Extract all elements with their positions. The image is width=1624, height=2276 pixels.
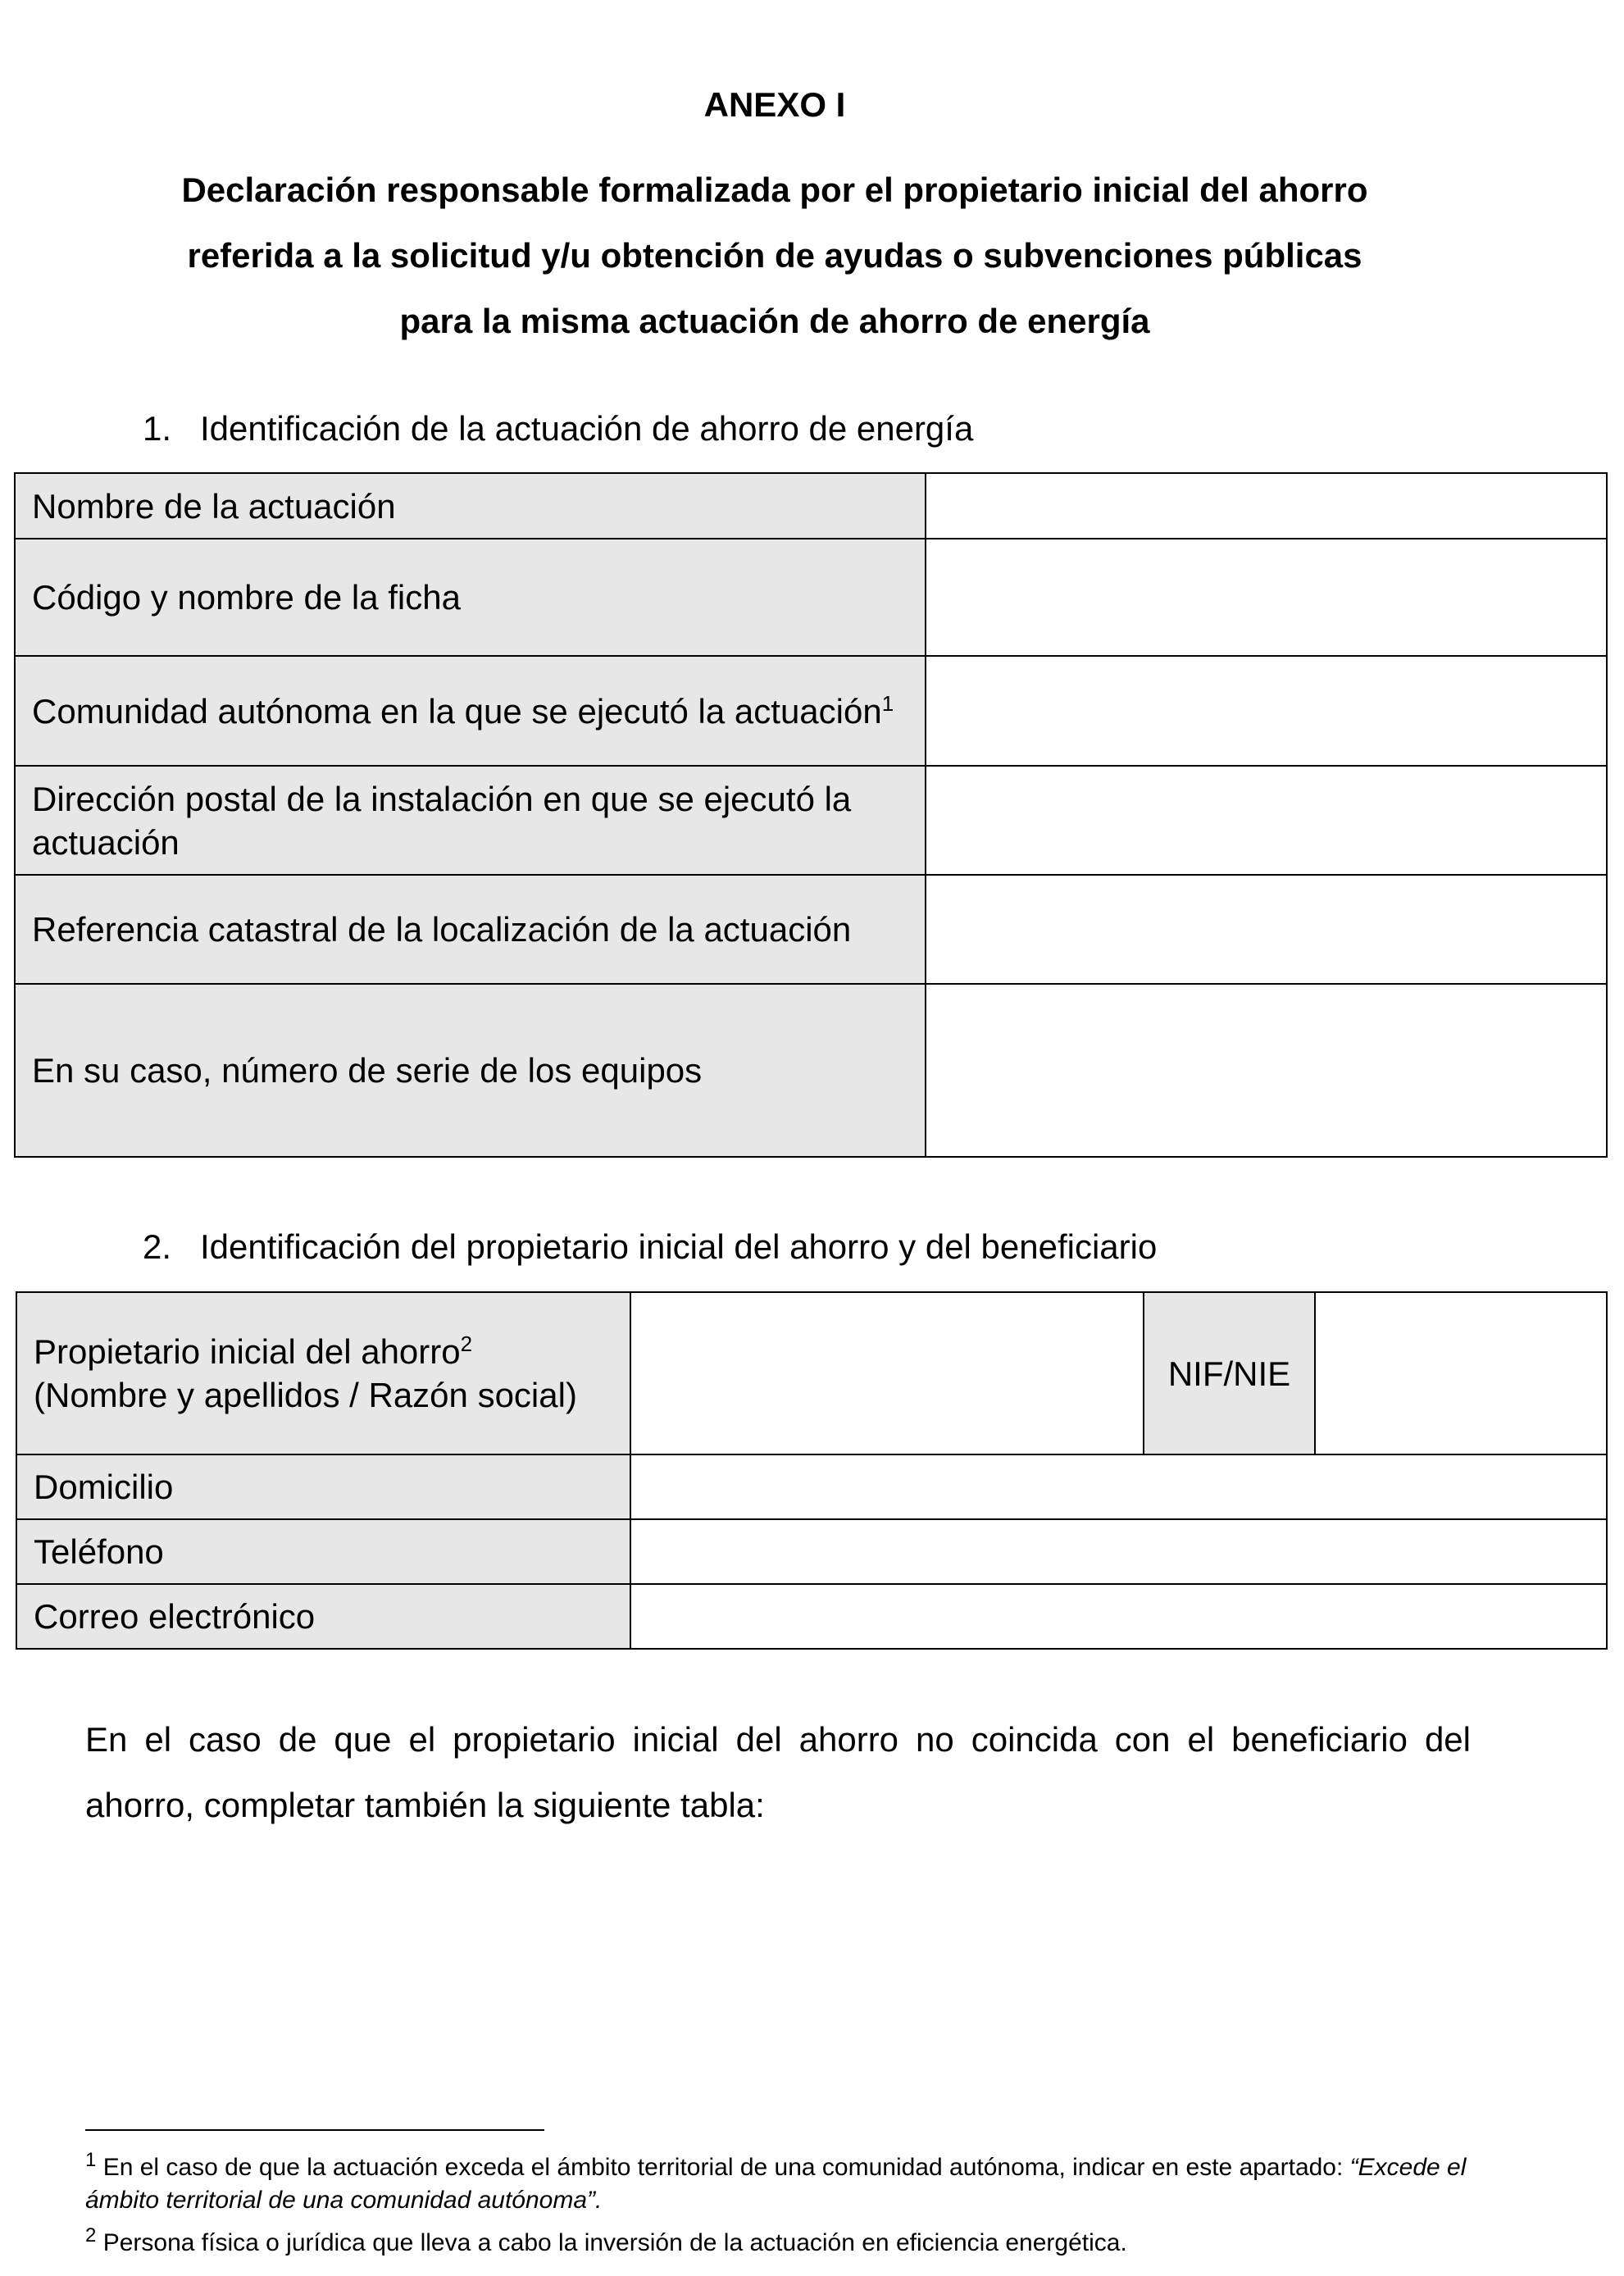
owner-name-field[interactable]: [630, 1292, 1144, 1454]
table-row: [16, 1519, 1607, 1584]
owner-identification-table: [16, 1291, 1608, 1650]
table-row: [16, 1454, 1607, 1519]
row-value-field[interactable]: [630, 1584, 1607, 1649]
row-label: Comunidad autónoma en la que se ejecutó la actuación$^1$: [15, 656, 926, 766]
document-title: [82, 157, 1467, 354]
row-label: Domicilio: [16, 1454, 630, 1519]
nif-field[interactable]: [1315, 1292, 1607, 1454]
row-value-field[interactable]: [926, 766, 1607, 875]
table-row: [16, 1584, 1607, 1649]
footnote-1: [85, 2151, 1479, 2217]
section-2-heading: [143, 1222, 1157, 1272]
table-row: [15, 984, 1607, 1157]
row-value-field[interactable]: [630, 1519, 1607, 1584]
row-value-field[interactable]: [926, 473, 1607, 539]
footnote-ref: 2: [460, 1331, 473, 1356]
footnote-divider: [85, 2129, 544, 2131]
footnote-ref: 1: [881, 690, 894, 716]
owner-label: Propietario inicial del ahorro$^2$ (Nombre y apellidos / Razón social): [16, 1292, 630, 1454]
footnote-mark: 1: [85, 2149, 97, 2171]
table-row: [15, 875, 1607, 984]
section-title: Identificación de la actuación de ahorro de energía: [200, 409, 974, 448]
row-label: Correo electrónico: [16, 1584, 630, 1649]
row-label: Nombre de la actuación: [15, 473, 926, 539]
annex-title: ANEXO I: [703, 85, 846, 124]
table-row: [15, 539, 1607, 656]
section-number: 2.: [143, 1227, 172, 1266]
row-value-field[interactable]: [926, 875, 1607, 984]
row-value-field[interactable]: [926, 539, 1607, 656]
row-label: Teléfono: [16, 1519, 630, 1584]
section-title: Identificación del propietario inicial del ahorro y del beneficiario: [200, 1227, 1158, 1266]
row-label: Código y nombre de la ficha: [15, 539, 926, 656]
row-label: En su caso, número de serie de los equipos: [15, 984, 926, 1157]
nif-label: NIF/NIE: [1144, 1292, 1315, 1454]
table-row: [15, 656, 1607, 766]
section-number: 1.: [143, 409, 172, 448]
title-line: Declaración responsable formalizada por el propietario inicial del ahorro: [181, 171, 1368, 209]
instruction-paragraph: En el caso de que el propietario inicial del ahorro no coincida con el beneficiario del ahorro, completar también la siguiente tabla:: [85, 1720, 1471, 1824]
footnote-text: En el caso de que la actuación exceda el ámbito territorial de una comunidad autónoma, indicar en este apartado:: [102, 2154, 1350, 2181]
row-value-field[interactable]: [926, 984, 1607, 1157]
title-line: para la misma actuación de ahorro de energía: [399, 302, 1150, 340]
row-value-field[interactable]: [630, 1454, 1607, 1519]
row-value-field[interactable]: [926, 656, 1607, 766]
row-label: Referencia catastral de la localización de la actuación: [15, 875, 926, 984]
title-line: referida a la solicitud y/u obtención de ayudas o subvenciones públicas: [187, 236, 1362, 275]
footnote-italic-text: “Excede el ámbito territorial de una comunidad autónoma”.: [85, 2154, 1467, 2214]
footnote-2: [85, 2224, 1479, 2260]
footnote-mark: 2: [85, 2224, 97, 2246]
table-row: [15, 766, 1607, 875]
table-row: [16, 1292, 1607, 1454]
section-1-heading: [143, 404, 973, 453]
row-label: Dirección postal de la instalación en que se ejecutó la actuación: [15, 766, 926, 875]
table-row: [15, 473, 1607, 539]
footnote-text: Persona física o jurídica que lleva a cabo la inversión de la actuación en eficiencia energética.: [102, 2229, 1127, 2256]
action-identification-table: [14, 472, 1608, 1158]
